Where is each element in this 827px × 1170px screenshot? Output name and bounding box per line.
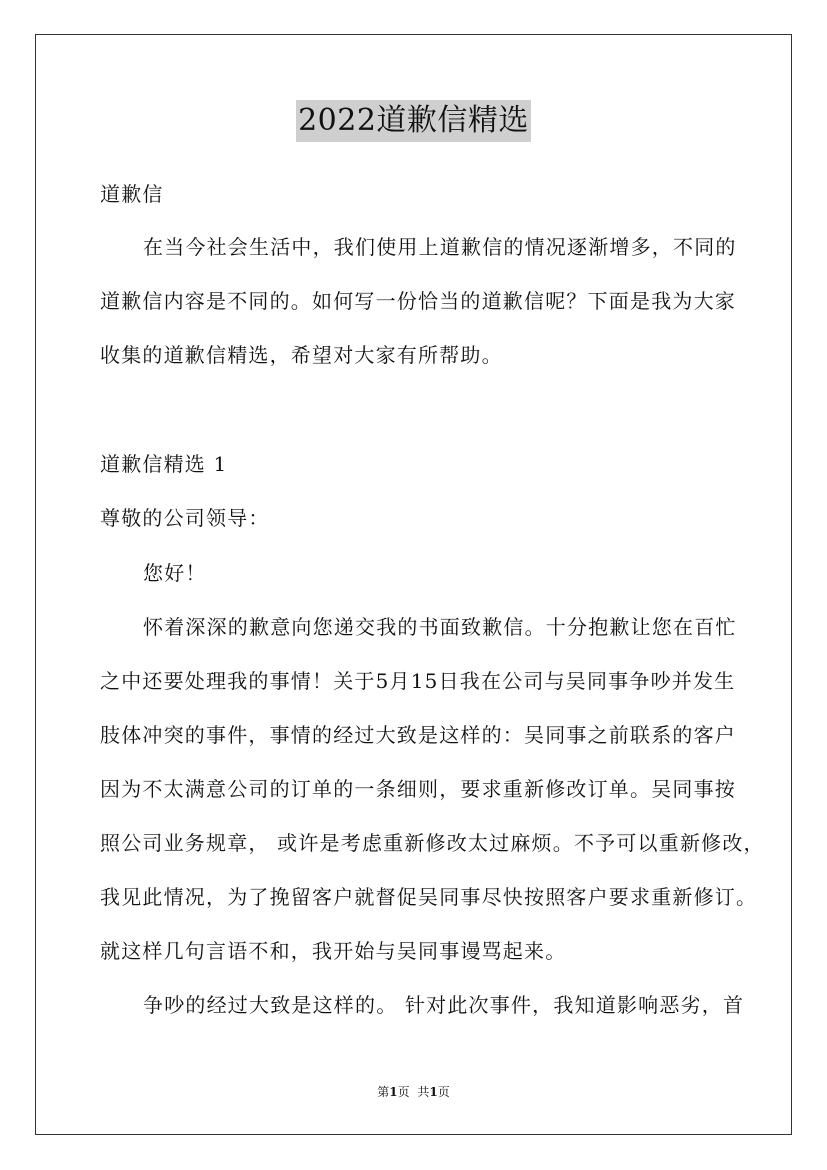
footer-page-prefix: 第 bbox=[377, 1085, 390, 1099]
paragraph-line: 收集的道歉信精选，希望对大家有所帮助。 bbox=[100, 343, 503, 367]
footer-total-suffix: 页 bbox=[437, 1085, 450, 1099]
paragraph-line: 道歉信内容是不同的。如何写一份恰当的道歉信呢？下面是我为大家 bbox=[100, 289, 736, 313]
document-title: 2022道歉信精选 bbox=[296, 100, 531, 142]
footer-total-prefix: 共 bbox=[417, 1085, 430, 1099]
footer-page-suffix: 页 bbox=[397, 1085, 410, 1099]
section-heading: 道歉信精选 1 bbox=[100, 452, 228, 476]
paragraph-line: 在当今社会生活中，我们使用上道歉信的情况逐渐增多，不同的 bbox=[143, 235, 737, 259]
page-footer bbox=[0, 1084, 827, 1100]
footer-total-number: 1 bbox=[429, 1085, 438, 1099]
footer-page-number: 1 bbox=[389, 1085, 398, 1099]
title-container bbox=[0, 100, 827, 142]
paragraph-line: 争吵的经过大致是这样的。 针对此次事件，我知道影响恶劣，首 bbox=[143, 993, 745, 1017]
section-heading: 道歉信 bbox=[100, 182, 164, 206]
paragraph-line: 照公司业务规章， 或许是考虑重新修改太过麻烦。不予可以重新修改， bbox=[100, 831, 765, 855]
paragraph-line: 怀着深深的歉意向您递交我的书面致歉信。十分抱歉让您在百忙 bbox=[143, 615, 737, 639]
paragraph-line: 我见此情况，为了挽留客户就督促吴同事尽快按照客户要求重新修订。 bbox=[100, 885, 758, 909]
paragraph-line: 之中还要处理我的事情！关于5月15日我在公司与吴同事争吵并发生 bbox=[100, 669, 736, 693]
salutation: 尊敬的公司领导： bbox=[100, 506, 270, 530]
paragraph-line: 因为不太满意公司的订单的一条细则，要求重新修改订单。吴同事按 bbox=[100, 777, 736, 801]
paragraph-line: 肢体冲突的事件，事情的经过大致是这样的：吴同事之前联系的客户 bbox=[100, 723, 736, 747]
paragraph-line: 就这样几句言语不和，我开始与吴同事谩骂起来。 bbox=[100, 939, 567, 963]
greeting: 您好！ bbox=[143, 561, 207, 585]
